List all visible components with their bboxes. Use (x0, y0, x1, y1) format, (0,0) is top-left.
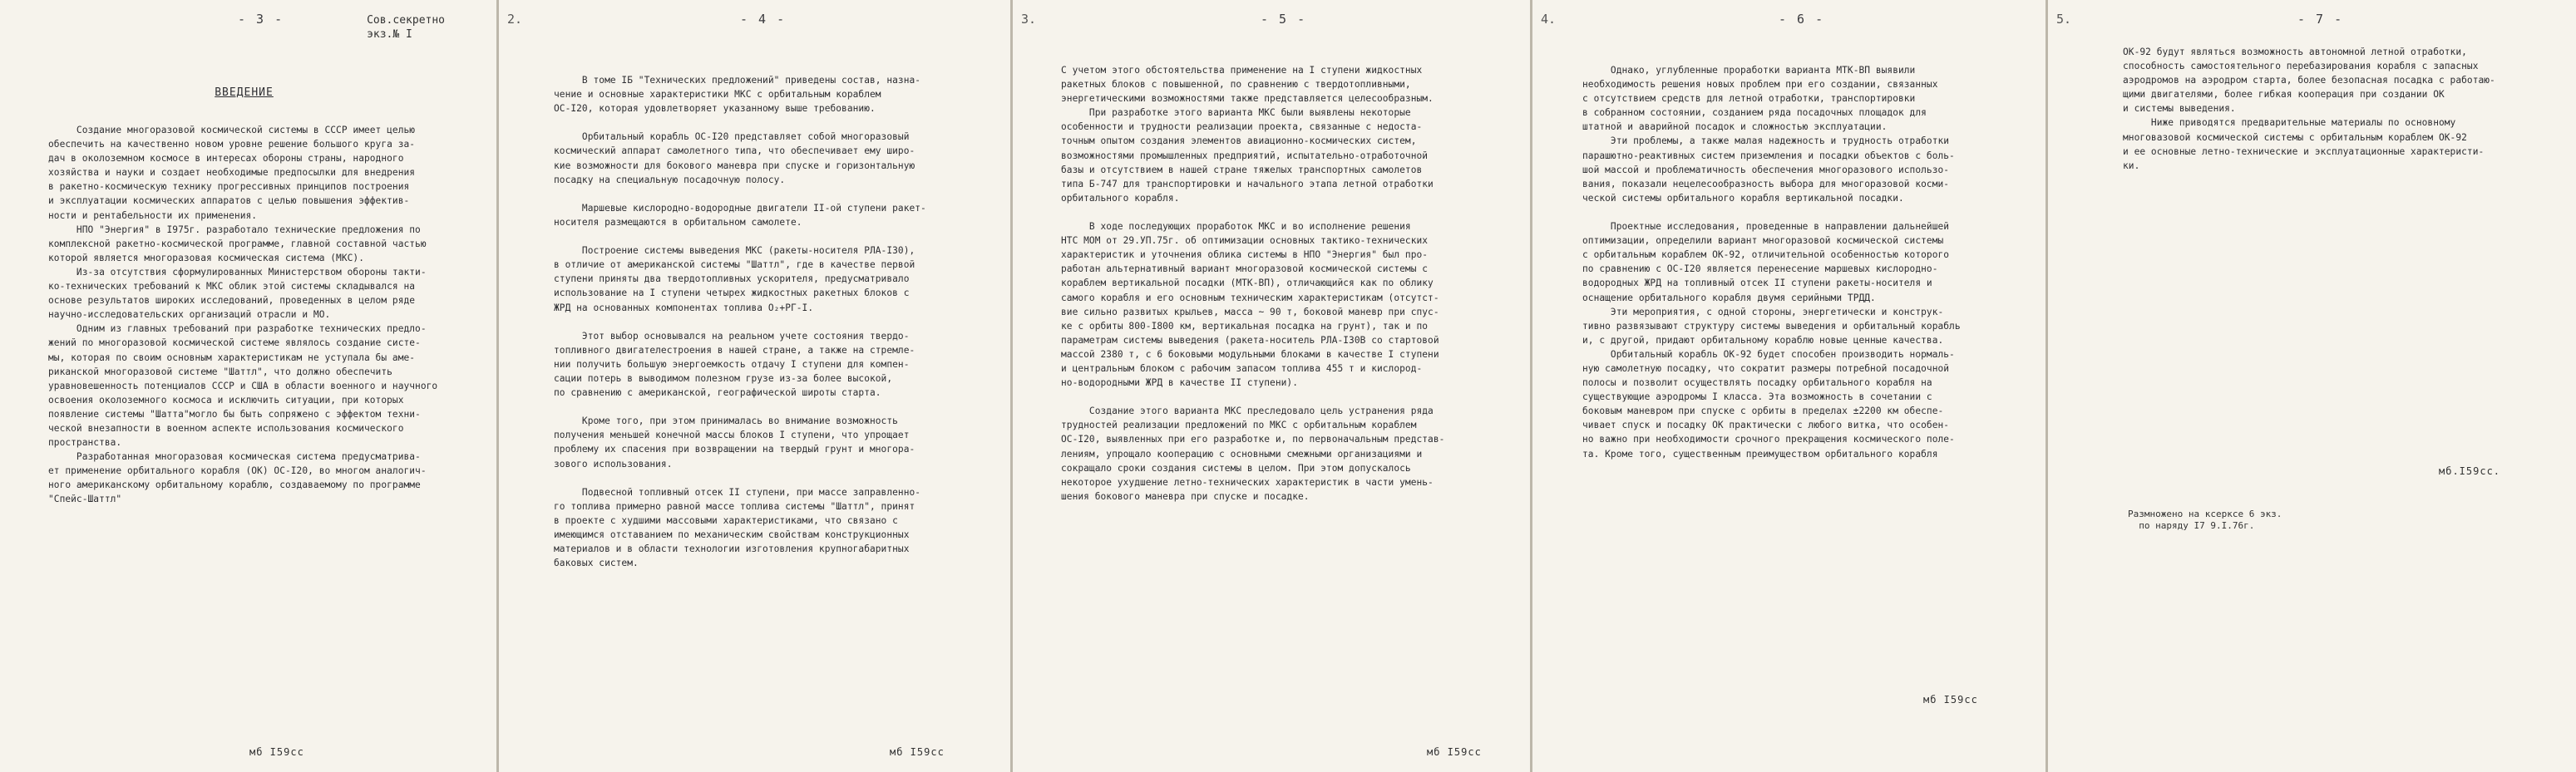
page-body-text: Создание многоразовой космической системы в СССР имеет целью обеспечить на качественно новом уровне решение большого круга за- дач в околоземном космосе в интересах обороны страны, народного хозяйства и науки и создает необходимые предпосылки для внедрения в ракетно-космическую технику прогрессивных принципов построения и эксплуатации космических аппаратов с целью повышения эффектив- ности и рентабельности их применения. НПО "Энергия" в I975г. разработало технические предложения по комплексной ракетно-космической программе, главной составной частью которой является многоразовая космическая система (МКС). Из-за отсутствия сформулированных Министерством обороны такти- ко-технических требований к МКС облик этой системы складывался на основе результатов широких исследований, проведенных в целом ряде научно-исследовательских организаций отрасли и МО. Одним из главных требований при разработке технических предло- жений по многоразовой космической системе являлось создание систе- мы, которая по своим основным характеристикам не уступала бы аме- риканской многоразовой системе "Шаттл", что должно обеспечить уравновешенность потенциалов СССР и США в области военного и научного освоения околоземного космоса и исключить ситуации, при которых появление системы "Шатта"могло бы быть сопряжено с эффектом техни- ческой внезапности в военном аспекте использования космического пространства. Разработанная многоразовая космическая система предусматрива- ет применение орбитального корабля (ОК) ОС-I20, во многом аналогич- ного американскому орбитальному кораблю, создаваемому по программе "Спейс-Шаттл" (48, 125, 438, 505)
page-body-text: С учетом этого обстоятельства применение на I ступени жидкостных ракетных блоков с повышенной, по сравнению с твердотопливными, энергетическими возможностями также представляется целесообразным. При разработке этого варианта МКС были выявлены некоторые особенности и трудности реализации проекта, связанные с недоста- точным опытом создания элементов авиационно-космических систем, возможностями промышленных предприятий, испытательно-отработочной базы и отсутствием в нашей стране тяжелых транспортных самолетов типа Б-747 для транспортировки и начального этапа летной отработки орбитального корабля. В ходе последующих проработок МКС и во исполнение решения НТС МОМ от 29.УП.75г. об оптимизации основных тактико-технических характеристик и уточнения облика системы в НПО "Энергия" был про- работан альтернативный вариант многоразовой космической системы с кораблем вертикальной посадки (МТК-ВП), отличающийся как по облику самого корабля и его основным техническим характеристикам (отсутст- вие сильно развитых крыльев, масса ~ 90 т, боковой маневр при спус- ке с орбиты 800-I800 км, вертикальная посадка на грунт), так и по параметрам системы выведения (ракета-носитель РЛА-I30В со стартовой массой 2380 т, с 6 боковыми модульными блоками в качестве I ступени и центральным блоком с рабочим запасом топлива 455 т и кислород- но-водородными ЖРД в качестве II ступени). Создание этого варианта МКС преследовало цель устранения ряда трудностей реализации предложений по МКС с орбитальным кораблем ОС-I20, выявленных при его разработке и, по первоначальным представ- лениям, упрощало кооперацию с основными смежными организациями и сокращало сроки создания системы в целом. При этом допускалось некоторое ухудшение летно-технических характеристик в части умень- шения бокового маневра при спуске и посадке. (1061, 65, 1445, 502)
page-3 (0, 0, 499, 772)
page-body-text: ОК-92 будут являться возможность автономной летной отработки, способность самостоятельного перебазирования корабля с запасных аэродромов на аэродром старта, более безопасная посадка с работаю- щими двигателями, более гибкая кооперация при создании ОК и системы выведения. Ниже приводятся предварительные материалы по основному многовазовой космической системы с орбитальным кораблем ОК-92 и ее основные летно-технические и эксплуатационные характеристи- ки. (2123, 47, 2495, 171)
page-body-text: Однако, углубленные проработки варианта МТК-ВП выявили необходимость решения новых проблем при его создании, связанных с отсутствием средств для летной отработки, транспортировки в собранном состоянии, созданием ряда посадочных площадок для штатной и аварийной посадок и сложностью эксплуатации. Эти проблемы, а также малая надежность и трудность отработки парашютно-реактивных систем приземления и посадки объектов с боль- шой массой и проблематичность обеспечения многоразового использо- вания, показали нецелесообразность выбора для многоразовой косми- ческой системы орбитального корабля вертикальной посадки. Проектные исследования, проведенные в направлении дальнейшей оптимизации, определили вариант многоразовой космической системы с орбитальным кораблем ОК-92, отличительной особенностью которого по сравнению с ОС-I20 является перенесение маршевых кислородно- водородных ЖРД на топливный отсек II ступени ракеты-носителя и оснащение орбитального корабля двумя серийными ТРДД. Эти мероприятия, с одной стороны, энергетически и конструк- тивно развязывают структуру системы выведения и орбитальный корабль и, с другой, придают орбитальному кораблю новые ценные качества. Орбитальный корабль ОК-92 будет способен производить нормаль- ную самолетную посадку, что сократит размеры потребной посадочной полосы и позволит осуществлять посадку орбитального корабля на существующие аэродромы I класса. Эта возможность в сочетании с боковым маневром при спуске с орбиты в пределах ±2200 км обеспе- чивает спуск и посадку ОК практически с любого витка, что особен- но важно при необходимости срочного прекращения космического поле- та. Кроме того, существенным преимуществом орбитального корабля (1582, 65, 1961, 460)
page-7 (2048, 0, 2576, 772)
sheet-number: 4. (1541, 12, 1557, 27)
page-number: - 5 - (1261, 12, 1307, 27)
page-footer: мб I59сс (1923, 694, 1978, 706)
copy-note: Размножено на ксерксе 6 экз. по наряду I7 9.I.76г. (2128, 509, 2282, 531)
page-footer: мб I59сс (890, 746, 945, 758)
section-title: ВВЕДЕНИЕ (215, 86, 274, 99)
page-4 (499, 0, 1013, 772)
classification-stamp: Сов.секретно экз.№ I (367, 14, 445, 41)
sheet-number: 5. (2056, 12, 2072, 27)
sheet-number: 3. (1021, 12, 1037, 27)
page-footer: мб.I59сс. (2439, 465, 2501, 477)
page-footer: мб I59сс (249, 746, 304, 758)
sheet-number: 2. (507, 12, 523, 27)
page-number: - 6 - (1779, 12, 1825, 27)
page-6 (1532, 0, 2048, 772)
page-number: - 4 - (740, 12, 787, 27)
page-body-text: В томе IБ "Технических предложений" приведены состав, назна- чение и основные характеристики МКС с орбитальным кораблем ОС-I20, которая удовлетворяет указанному выше требованию. Орбитальный корабль ОС-I20 представляет собой многоразовый космический аппарат самолетного типа, что обеспечивает ему широ- кие возможности для бокового маневра при спуске и горизонтальную посадку на специальную посадочную полосу. Маршевые кислородно-водородные двигатели II-ой ступени ракет- носителя размещаются в орбитальном самолете. Построение системы выведения МКС (ракеты-носителя РЛА-I30), в отличие от американской системы "Шаттл", где в качестве первой ступени приняты два твердотопливных ускорителя, предусматривало использование на I ступени четырех жидкостных ракетных блоков с ЖРД на основанных компонентах топлива О₂+РГ-I. Этот выбор основывался на реальном учете состояния твердо- топливного двигателестроения в нашей стране, а также на стремле- нии получить большую энергоемкость отдачу I ступени для компен- сации потерь в выводимом полезном грузе из-за более высокой, по сравнению с американской, географической широты старта. Кроме того, при этом принималась во внимание возможность получения меньшей конечной массы блоков I ступени, что упрощает проблему их спасения при возвращении на твердый грунт и многора- зового использования. Подвесной топливный отсек II ступени, при массе заправленно- го топлива примерно равной массе топлива системы "Шаттл", принят в проекте с худшими массовыми характеристиками, что связано с имеющимся отставанием по механическим свойствам конструкционных материалов и в области технологии изготовления крупногабаритных баковых систем. (554, 75, 926, 569)
page-5 (1013, 0, 1532, 772)
page-number: - 3 - (238, 12, 284, 27)
page-footer: мб I59сс (1427, 746, 1482, 758)
page-number: - 7 - (2297, 12, 2344, 27)
